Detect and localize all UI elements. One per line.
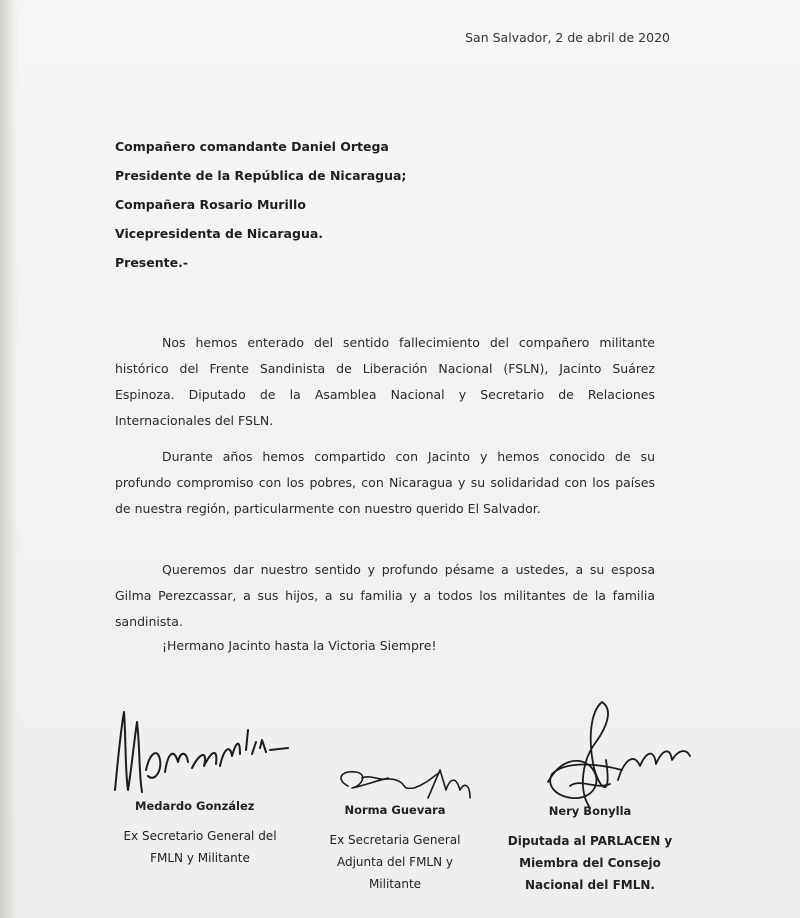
addressee-block: [115, 132, 406, 277]
signature-norma-guevara: [341, 770, 470, 798]
addressee-line: Presidente de la República de Nicaragua;: [115, 168, 407, 183]
addressee-line: Vicepresidenta de Nicaragua.: [115, 226, 324, 241]
body-paragraph-1: [115, 330, 655, 434]
signature-nery-bonylla: [548, 702, 690, 808]
signatory-role-line: Nacional del FMLN.: [525, 878, 655, 892]
paragraph-text: Nos hemos enterado del sentido fallecimiento del compañero militante histórico del Frente Sandinista de Liberación Nacional (FSLN), Jacinto Suárez Espinoza. Diputado de la Asamblea Nacional y Secretario de Relaciones Internacionales del FSLN.: [115, 335, 655, 428]
addressee-line: Compañera Rosario Murillo: [115, 197, 306, 212]
addressee-line: Compañero comandante Daniel Ortega: [115, 139, 389, 154]
signatory-role-line: Ex Secretario General del: [123, 829, 277, 843]
signatory-norma-guevara: [320, 799, 470, 895]
signatory-name: Norma Guevara: [344, 803, 446, 817]
signatory-role-line: Adjunta del FMLN y: [336, 855, 453, 869]
paragraph-text: Durante años hemos compartido con Jacinto y hemos conocido de su profundo compromiso con los pobres, con Nicaragua y su solidaridad con los países de nuestra región, particularmente con nuestro querido El Salvador.: [115, 449, 655, 516]
paragraph-text: Queremos dar nuestro sentido y profundo pésame a ustedes, a su esposa Gilma Perezcassar, a sus hijos, a su familia y a todos los militantes de la familia sandinista.: [115, 562, 655, 629]
signatory-name: Nery Bonylla: [548, 804, 632, 818]
body-paragraph-3: [115, 557, 655, 635]
signatory-role-line: FMLN y Militante: [150, 851, 250, 865]
signatory-role-line: Ex Secretaria General: [329, 833, 461, 847]
signatory-name: Medardo González: [135, 799, 255, 813]
addressee-line: Presente.-: [115, 255, 189, 270]
letter-date: San Salvador, 2 de abril de 2020: [465, 30, 670, 45]
body-paragraph-2: [115, 444, 655, 522]
page-edge-shadow: [0, 0, 18, 918]
signatory-role-line: Miembra del Consejo: [519, 856, 661, 870]
signatory-role-line: Diputada al PARLACEN y: [507, 834, 673, 848]
signatory-nery-bonylla: [500, 800, 680, 896]
signature-medardo-gonzalez: [115, 712, 288, 792]
closing-line: ¡Hermano Jacinto hasta la Victoria Siempre!: [162, 638, 437, 653]
signatory-role-line: Militante: [368, 877, 422, 891]
signatory-medardo-gonzalez: [105, 795, 295, 869]
